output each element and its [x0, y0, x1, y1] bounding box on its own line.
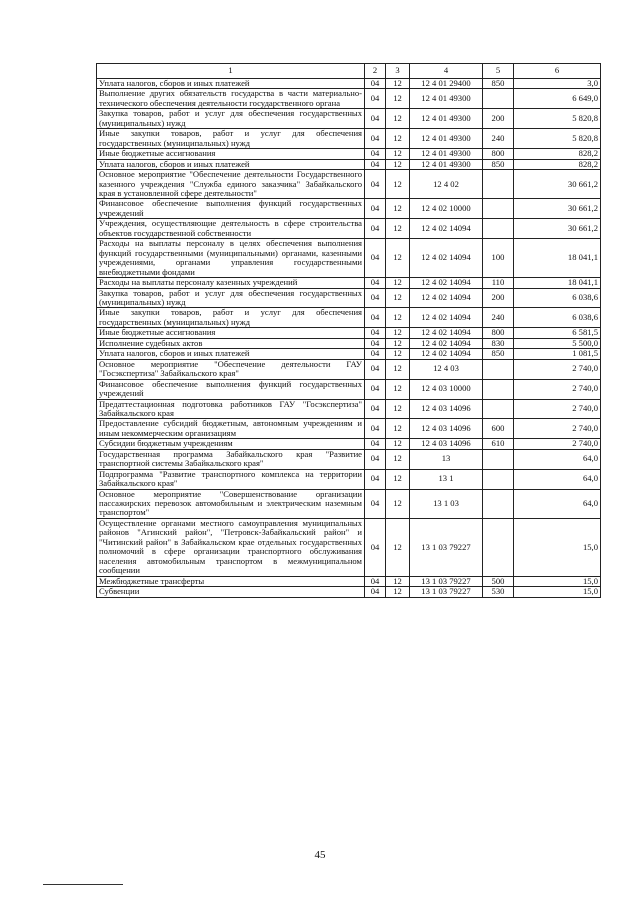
row-expense-type — [483, 199, 514, 219]
row-amount: 64,0 — [514, 489, 601, 518]
row-name: Предаттестационная подготовка работников ГАУ "Госэкспертиза" Забайкальского края — [97, 399, 365, 419]
row-expense-type — [483, 359, 514, 379]
row-amount: 6 649,0 — [514, 89, 601, 109]
row-name: Расходы на выплаты персоналу в целях обеспечения выполнения функций государственными (муниципальными) органами, казенными учреждениями, органами управления государственными внебюджетными фондами — [97, 239, 365, 278]
row-section: 04 — [365, 129, 386, 149]
row-section: 04 — [365, 308, 386, 328]
table-row — [97, 288, 601, 308]
row-subsection: 12 — [386, 219, 410, 239]
row-subsection: 12 — [386, 159, 410, 169]
row-name: Иные бюджетные ассигнования — [97, 149, 365, 159]
row-section: 04 — [365, 419, 386, 439]
row-expense-type — [483, 89, 514, 109]
row-section: 04 — [365, 328, 386, 338]
page-number: 45 — [314, 849, 326, 861]
row-expense-type — [483, 489, 514, 518]
row-expense-type — [483, 379, 514, 399]
row-target-code: 12 4 02 14094 — [410, 338, 483, 348]
row-target-code: 12 4 02 10000 — [410, 199, 483, 219]
row-target-code: 12 4 01 49300 — [410, 109, 483, 129]
row-amount: 5 500,0 — [514, 338, 601, 348]
row-name: Расходы на выплаты персоналу казенных учреждений — [97, 278, 365, 288]
row-subsection: 12 — [386, 149, 410, 159]
row-target-code: 12 4 03 14096 — [410, 399, 483, 419]
row-expense-type: 110 — [483, 278, 514, 288]
table-row — [97, 419, 601, 439]
row-section: 04 — [365, 149, 386, 159]
row-target-code: 13 1 03 — [410, 489, 483, 518]
row-expense-type: 800 — [483, 328, 514, 338]
row-target-code: 12 4 01 29400 — [410, 79, 483, 89]
header-col-4: 4 — [410, 64, 483, 79]
table-row — [97, 278, 601, 288]
row-target-code: 12 4 03 10000 — [410, 379, 483, 399]
row-section: 04 — [365, 439, 386, 449]
row-section: 04 — [365, 89, 386, 109]
row-amount: 30 661,2 — [514, 219, 601, 239]
row-amount: 2 740,0 — [514, 379, 601, 399]
row-name: Выполнение других обязательств государства в части материально-технического обеспечения деятельности государственного органа — [97, 89, 365, 109]
header-col-6: 6 — [514, 64, 601, 79]
header-col-1: 1 — [97, 64, 365, 79]
row-name: Предоставление субсидий бюджетным, автономным учреждениям и иным некоммерческим организациям — [97, 419, 365, 439]
row-amount: 6 038,6 — [514, 288, 601, 308]
row-amount: 2 740,0 — [514, 419, 601, 439]
table-row — [97, 219, 601, 239]
row-target-code: 12 4 02 14094 — [410, 239, 483, 278]
row-amount: 5 820,8 — [514, 129, 601, 149]
table-row — [97, 239, 601, 278]
row-section: 04 — [365, 170, 386, 199]
row-amount: 6 581,5 — [514, 328, 601, 338]
row-amount: 2 740,0 — [514, 359, 601, 379]
row-name: Иные бюджетные ассигнования — [97, 328, 365, 338]
row-name: Подпрограмма "Развитие транспортного комплекса на территории Забайкальского края" — [97, 469, 365, 489]
row-section: 04 — [365, 489, 386, 518]
row-subsection: 12 — [386, 449, 410, 469]
row-subsection: 12 — [386, 199, 410, 219]
row-amount: 15,0 — [514, 518, 601, 576]
row-section: 04 — [365, 469, 386, 489]
row-expense-type: 850 — [483, 349, 514, 359]
row-amount: 64,0 — [514, 449, 601, 469]
row-subsection: 12 — [386, 129, 410, 149]
row-section: 04 — [365, 518, 386, 576]
table-row — [97, 149, 601, 159]
row-subsection: 12 — [386, 278, 410, 288]
row-amount: 828,2 — [514, 149, 601, 159]
table-row — [97, 79, 601, 89]
row-target-code: 13 1 — [410, 469, 483, 489]
table-row — [97, 89, 601, 109]
row-section: 04 — [365, 288, 386, 308]
row-subsection: 12 — [386, 419, 410, 439]
row-amount: 828,2 — [514, 159, 601, 169]
row-section: 04 — [365, 338, 386, 348]
row-section: 04 — [365, 199, 386, 219]
row-name: Уплата налогов, сборов и иных платежей — [97, 159, 365, 169]
row-amount: 64,0 — [514, 469, 601, 489]
row-subsection: 12 — [386, 288, 410, 308]
row-expense-type — [483, 219, 514, 239]
row-amount: 3,0 — [514, 79, 601, 89]
table-row — [97, 489, 601, 518]
row-subsection: 12 — [386, 399, 410, 419]
row-target-code: 12 4 03 14096 — [410, 439, 483, 449]
row-section: 04 — [365, 239, 386, 278]
row-target-code: 12 4 02 14094 — [410, 278, 483, 288]
header-col-3: 3 — [386, 64, 410, 79]
row-section: 04 — [365, 219, 386, 239]
table-row — [97, 159, 601, 169]
row-amount: 1 081,5 — [514, 349, 601, 359]
header-col-2: 2 — [365, 64, 386, 79]
row-target-code: 13 1 03 79227 — [410, 518, 483, 576]
row-subsection: 12 — [386, 79, 410, 89]
row-section: 04 — [365, 79, 386, 89]
row-subsection: 12 — [386, 489, 410, 518]
row-name: Исполнение судебных актов — [97, 338, 365, 348]
row-section: 04 — [365, 449, 386, 469]
row-expense-type: 200 — [483, 109, 514, 129]
row-section: 04 — [365, 587, 386, 597]
row-amount: 18 041,1 — [514, 278, 601, 288]
row-subsection: 12 — [386, 576, 410, 586]
row-target-code: 12 4 02 — [410, 170, 483, 199]
row-amount: 30 661,2 — [514, 170, 601, 199]
table-row — [97, 170, 601, 199]
row-target-code: 13 1 03 79227 — [410, 576, 483, 586]
row-name: Субсидии бюджетным учреждениям — [97, 439, 365, 449]
row-target-code: 13 — [410, 449, 483, 469]
row-name: Осуществление органами местного самоуправления муниципальных районов "Агинский район", "Петровск-Забайкальский район" и "Читинский район" в Забайкальском крае отдельных государственных полномочий в сфере организации транспортного обслуживания населения автомобильным транспортом в межмуниципальном сообщении — [97, 518, 365, 576]
row-target-code: 12 4 02 14094 — [410, 219, 483, 239]
row-target-code: 12 4 03 — [410, 359, 483, 379]
row-expense-type: 100 — [483, 239, 514, 278]
table-row — [97, 199, 601, 219]
row-target-code: 12 4 02 14094 — [410, 328, 483, 338]
row-name: Иные закупки товаров, работ и услуг для обеспечения государственных (муниципальных) нужд — [97, 308, 365, 328]
row-section: 04 — [365, 349, 386, 359]
row-section: 04 — [365, 576, 386, 586]
row-amount: 15,0 — [514, 576, 601, 586]
row-subsection: 12 — [386, 439, 410, 449]
row-amount: 30 661,2 — [514, 199, 601, 219]
row-subsection: 12 — [386, 109, 410, 129]
row-subsection: 12 — [386, 359, 410, 379]
row-subsection: 12 — [386, 89, 410, 109]
row-name: Государственная программа Забайкальского края "Развитие транспортной системы Забайкальского края" — [97, 449, 365, 469]
row-amount: 2 740,0 — [514, 399, 601, 419]
row-expense-type — [483, 170, 514, 199]
row-expense-type: 800 — [483, 149, 514, 159]
row-name: Иные закупки товаров, работ и услуг для обеспечения государственных (муниципальных) нужд — [97, 129, 365, 149]
row-target-code: 12 4 02 14094 — [410, 308, 483, 328]
row-section: 04 — [365, 109, 386, 129]
row-expense-type: 850 — [483, 79, 514, 89]
row-expense-type: 610 — [483, 439, 514, 449]
row-target-code: 12 4 01 49300 — [410, 129, 483, 149]
row-subsection: 12 — [386, 328, 410, 338]
table-row — [97, 349, 601, 359]
row-subsection: 12 — [386, 469, 410, 489]
row-name: Закупка товаров, работ и услуг для обеспечения государственных (муниципальных) нужд — [97, 288, 365, 308]
row-subsection: 12 — [386, 587, 410, 597]
row-target-code: 12 4 01 49300 — [410, 89, 483, 109]
row-target-code: 12 4 02 14094 — [410, 288, 483, 308]
table-row — [97, 338, 601, 348]
footnote-rule — [43, 884, 123, 885]
row-name: Уплата налогов, сборов и иных платежей — [97, 79, 365, 89]
row-expense-type — [483, 449, 514, 469]
header-col-5: 5 — [483, 64, 514, 79]
row-target-code: 12 4 02 14094 — [410, 349, 483, 359]
row-subsection: 12 — [386, 349, 410, 359]
header-row — [97, 64, 601, 79]
row-section: 04 — [365, 278, 386, 288]
row-expense-type — [483, 469, 514, 489]
row-name: Субвенции — [97, 587, 365, 597]
row-expense-type: 530 — [483, 587, 514, 597]
table-row — [97, 359, 601, 379]
row-expense-type — [483, 518, 514, 576]
row-name: Основное мероприятие "Обеспечение деятельности Государственного казенного учреждения "Служба единого заказчика" Забайкальского края в установленной сфере деятельности" — [97, 170, 365, 199]
row-expense-type: 240 — [483, 308, 514, 328]
row-name: Основное мероприятие "Обеспечение деятельности ГАУ "Госэкспертиза" Забайкальского края" — [97, 359, 365, 379]
row-subsection: 12 — [386, 338, 410, 348]
row-target-code: 13 1 03 79227 — [410, 587, 483, 597]
row-subsection: 12 — [386, 308, 410, 328]
row-target-code: 12 4 01 49300 — [410, 159, 483, 169]
row-name: Учреждения, осуществляющие деятельность в сфере строительства объектов государственной собственности — [97, 219, 365, 239]
row-target-code: 12 4 01 49300 — [410, 149, 483, 159]
row-expense-type: 830 — [483, 338, 514, 348]
table-row — [97, 328, 601, 338]
row-section: 04 — [365, 379, 386, 399]
row-amount: 15,0 — [514, 587, 601, 597]
row-subsection: 12 — [386, 379, 410, 399]
row-section: 04 — [365, 399, 386, 419]
row-subsection: 12 — [386, 239, 410, 278]
row-expense-type: 240 — [483, 129, 514, 149]
row-expense-type: 600 — [483, 419, 514, 439]
table-row — [97, 399, 601, 419]
row-name: Межбюджетные трансферты — [97, 576, 365, 586]
row-name: Финансовое обеспечение выполнения функций государственных учреждений — [97, 379, 365, 399]
row-name: Финансовое обеспечение выполнения функций государственных учреждений — [97, 199, 365, 219]
row-target-code: 12 4 03 14096 — [410, 419, 483, 439]
row-name: Уплата налогов, сборов и иных платежей — [97, 349, 365, 359]
row-expense-type: 850 — [483, 159, 514, 169]
row-name: Закупка товаров, работ и услуг для обеспечения государственных (муниципальных) нужд — [97, 109, 365, 129]
table-row — [97, 109, 601, 129]
row-name: Основное мероприятие "Совершенствование организации пассажирских перевозок автомобильным и электрическим наземным транспортом" — [97, 489, 365, 518]
row-expense-type: 200 — [483, 288, 514, 308]
table-row — [97, 379, 601, 399]
row-expense-type — [483, 399, 514, 419]
row-subsection: 12 — [386, 518, 410, 576]
table-row — [97, 576, 601, 586]
table-row — [97, 129, 601, 149]
table-row — [97, 308, 601, 328]
row-section: 04 — [365, 159, 386, 169]
row-amount: 18 041,1 — [514, 239, 601, 278]
table-row — [97, 469, 601, 489]
table-row — [97, 587, 601, 597]
table-row — [97, 439, 601, 449]
row-amount: 2 740,0 — [514, 439, 601, 449]
row-amount: 6 038,6 — [514, 308, 601, 328]
table-body — [97, 79, 601, 598]
row-expense-type: 500 — [483, 576, 514, 586]
budget-table — [96, 63, 601, 598]
table-row — [97, 518, 601, 576]
row-subsection: 12 — [386, 170, 410, 199]
row-amount: 5 820,8 — [514, 109, 601, 129]
table-row — [97, 449, 601, 469]
row-section: 04 — [365, 359, 386, 379]
